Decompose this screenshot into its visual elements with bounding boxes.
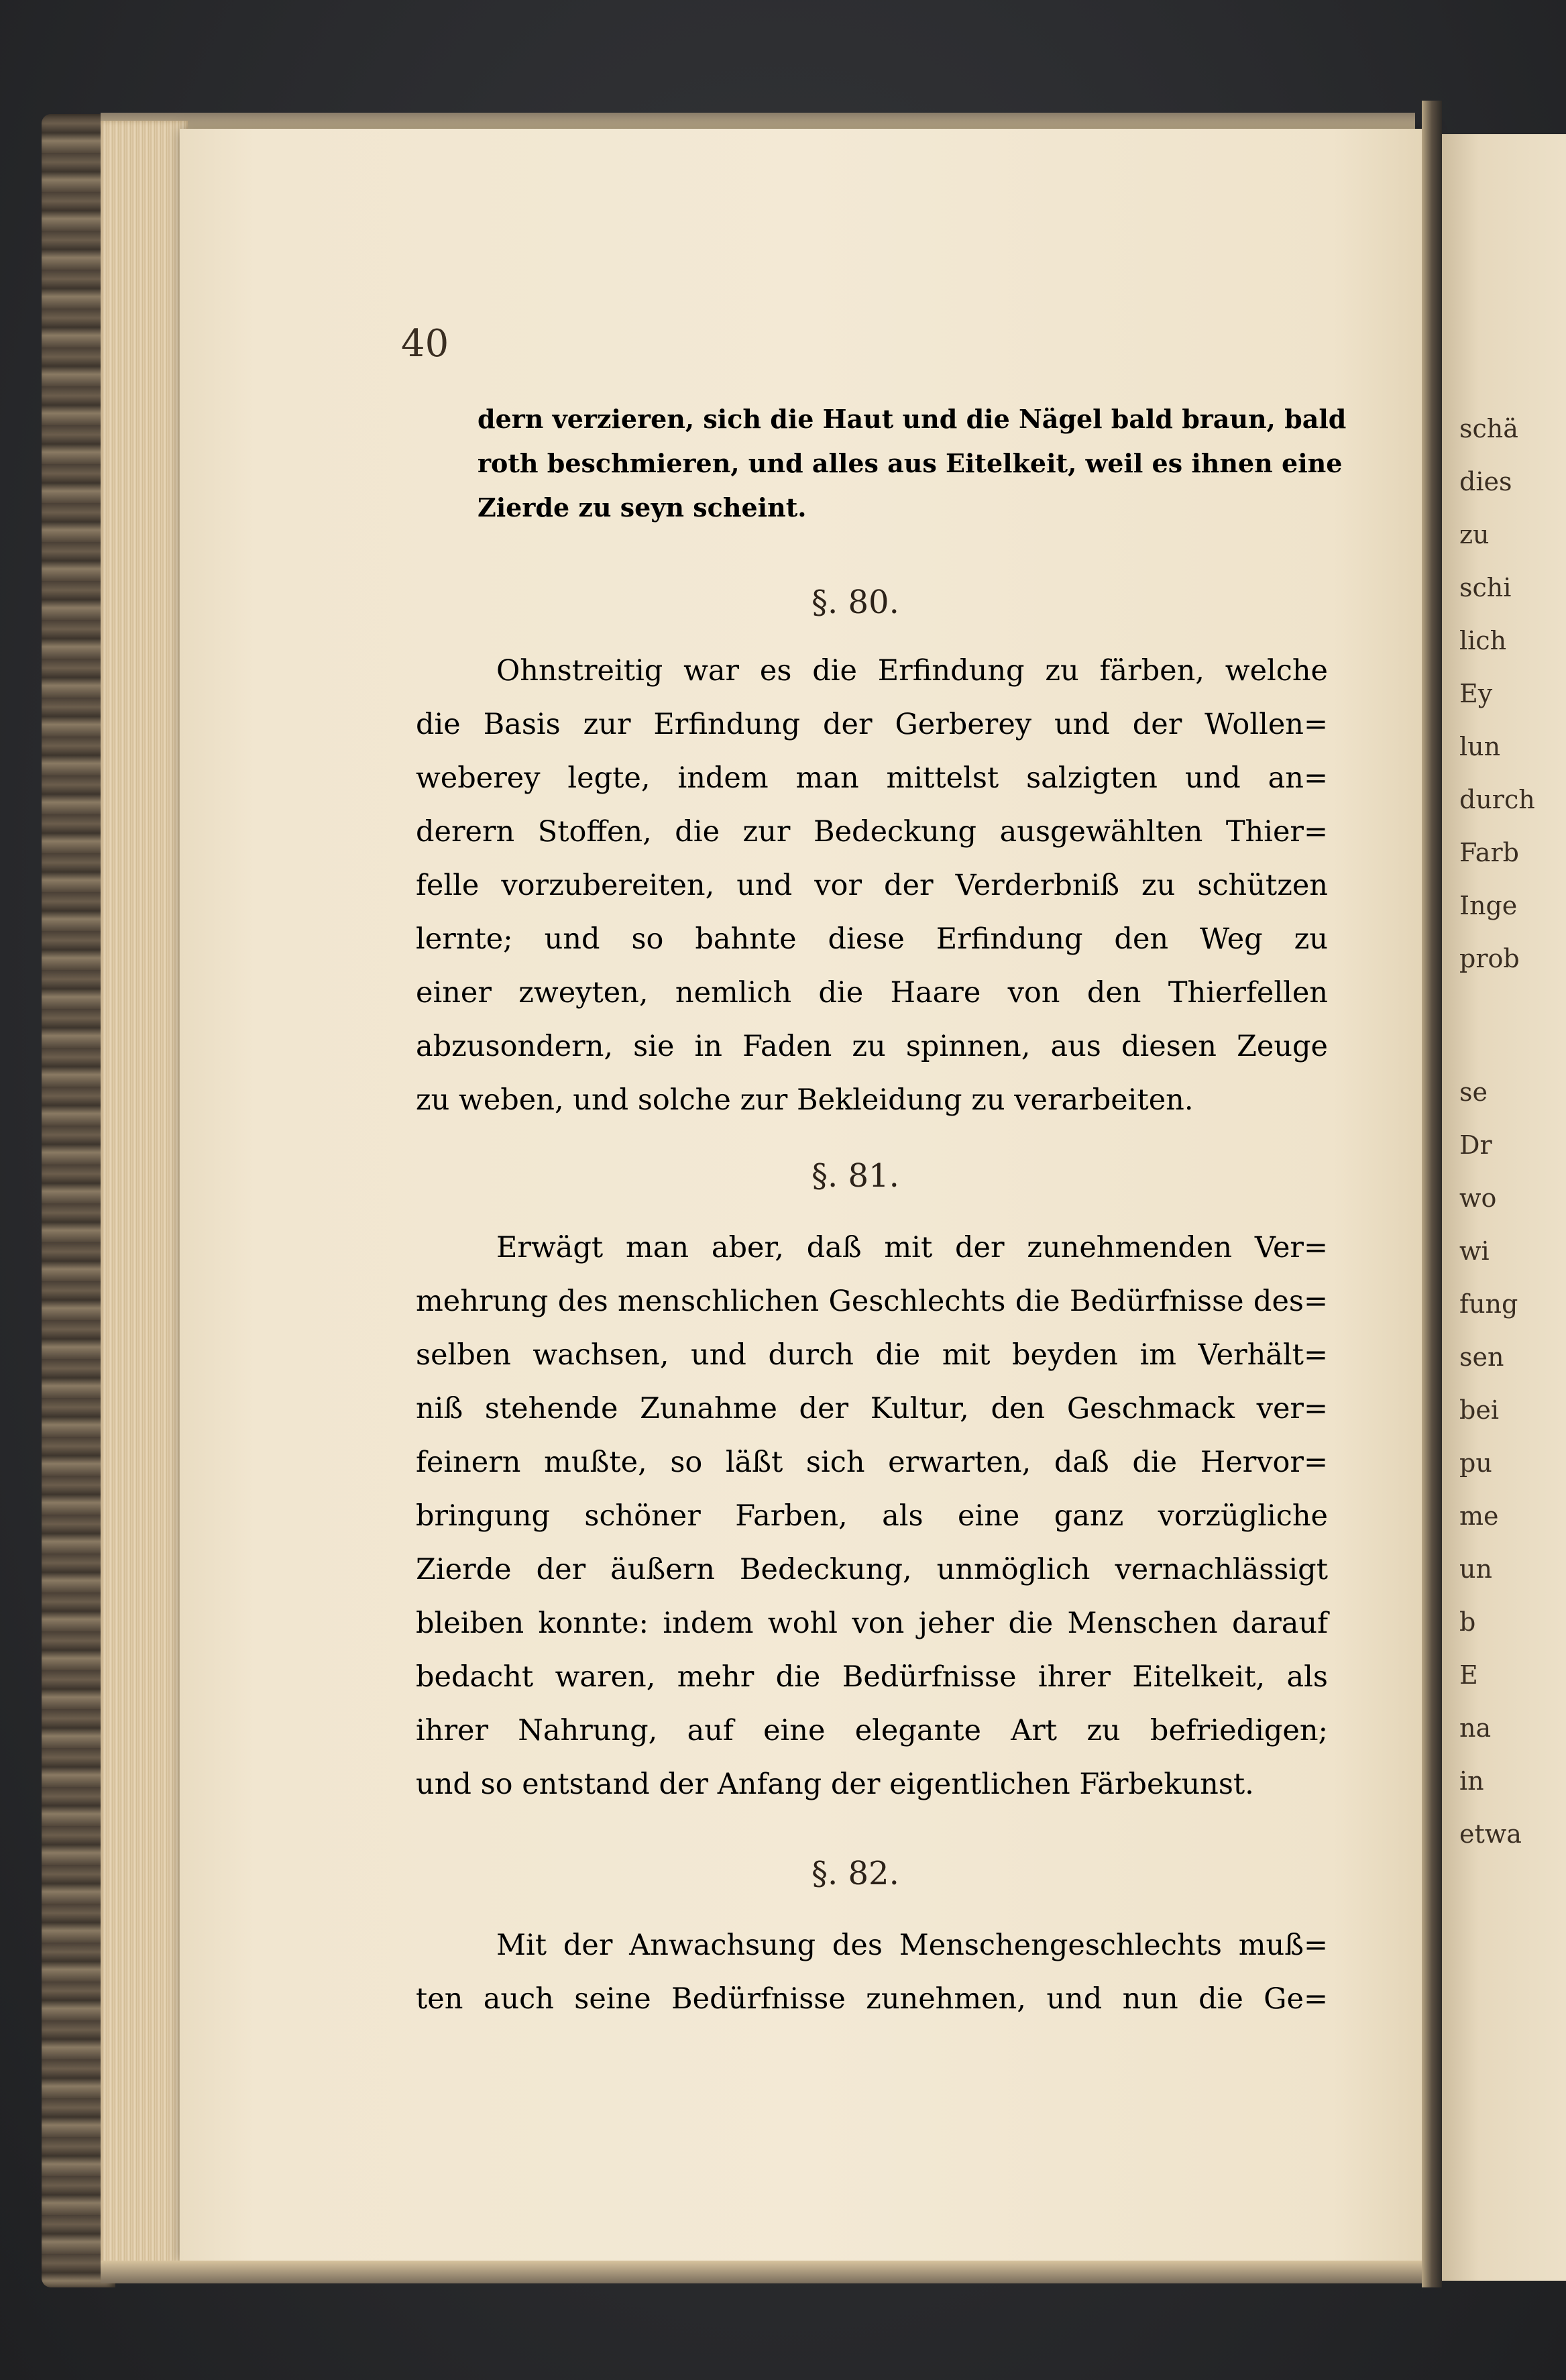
facing-fragment: wi: [1459, 1236, 1490, 1266]
intro-paragraph: [478, 397, 1347, 530]
text-line: Ohnstreitig war es die Erfindung zu färben, welche: [496, 654, 1328, 688]
facing-page: [1442, 134, 1566, 2281]
text-line: bleiben konnte: indem wohl von jeher die Menschen darauf: [416, 1607, 1328, 1640]
text-line: roth beschmieren, und alles aus Eitelkeit, weil es ihnen eine: [478, 448, 1343, 478]
text-line: einer zweyten, nemlich die Haare von den Thierfellen: [416, 976, 1328, 1010]
book-bottom-edge: [101, 2261, 1435, 2283]
facing-fragment: Farb: [1459, 838, 1519, 867]
section-81-paragraph: [416, 1221, 1328, 1811]
text-line: feinern mußte, so läßt sich erwarten, daß die Hervor=: [416, 1446, 1328, 1479]
section-heading: §. 80.: [812, 584, 899, 621]
facing-fragment: E: [1459, 1660, 1478, 1690]
text-line: abzusondern, sie in Faden zu spinnen, aus diesen Zeuge: [416, 1030, 1328, 1063]
text-line: Zierde der äußern Bedeckung, unmöglich vernachlässigt: [416, 1553, 1328, 1586]
facing-fragment: Inge: [1459, 891, 1518, 920]
text-line: selben wachsen, und durch die mit beyden im Verhält=: [416, 1338, 1328, 1372]
facing-fragment: fung: [1459, 1289, 1518, 1319]
facing-fragment: b: [1459, 1607, 1476, 1637]
text-line: mehrung des menschlichen Geschlechts die Bedürfnisse des=: [416, 1285, 1328, 1318]
text-line: die Basis zur Erfindung der Gerberey und der Wollen=: [416, 708, 1328, 741]
facing-fragment: prob: [1459, 944, 1520, 973]
facing-fragment: lun: [1459, 732, 1501, 761]
section-heading: §. 82.: [812, 1855, 899, 1892]
text-line: derern Stoffen, die zur Bedeckung ausgewählten Thier=: [416, 815, 1328, 849]
facing-fragment: wo: [1459, 1183, 1497, 1213]
facing-fragment: me: [1459, 1501, 1499, 1531]
text-line: ten auch seine Bedürfnisse zunehmen, und nun die Ge=: [416, 1982, 1328, 2016]
facing-fragment: etwa: [1459, 1819, 1522, 1849]
text-line: Zierde zu seyn scheint.: [478, 492, 807, 523]
page-edges: [101, 121, 188, 2267]
facing-fragment: pu: [1459, 1448, 1492, 1478]
facing-fragment: zu: [1459, 520, 1490, 549]
text-line: bringung schöner Farben, als eine ganz vorzügliche: [416, 1499, 1328, 1533]
text-line: bedacht waren, mehr die Bedürfnisse ihrer Eitelkeit, als: [416, 1660, 1328, 1694]
facing-fragment: schi: [1459, 573, 1512, 602]
section-82-paragraph: [416, 1918, 1328, 2026]
facing-fragment: in: [1459, 1766, 1484, 1796]
facing-fragment: lich: [1459, 626, 1507, 655]
text-line: Erwägt man aber, daß mit der zunehmenden Ver=: [496, 1231, 1328, 1264]
section-80-paragraph: [416, 644, 1328, 1127]
facing-page-text: [1459, 402, 1566, 1861]
facing-fragment: durch: [1459, 785, 1535, 814]
facing-fragment: na: [1459, 1713, 1492, 1743]
text-line: felle vorzubereiten, und vor der Verderbniß zu schützen: [416, 869, 1328, 902]
text-line: und so entstand der Anfang der eigentlichen Färbekunst.: [416, 1768, 1254, 1801]
text-line: zu weben, und solche zur Bekleidung zu verarbeiten.: [416, 1083, 1194, 1117]
facing-fragment: dies: [1459, 467, 1512, 496]
facing-fragment: un: [1459, 1554, 1492, 1584]
facing-fragment: se: [1459, 1077, 1488, 1107]
text-line: ihrer Nahrung, auf eine elegante Art zu befriedigen;: [416, 1714, 1328, 1747]
text-line: dern verzieren, sich die Haut und die Nägel bald braun, bald: [478, 404, 1347, 434]
section-heading: §. 81.: [812, 1157, 899, 1195]
text-line: Mit der Anwachsung des Menschengeschlechts muß=: [496, 1929, 1328, 1962]
text-line: niß stehende Zunahme der Kultur, den Geschmack ver=: [416, 1392, 1328, 1425]
facing-fragment: Ey: [1459, 679, 1493, 708]
facing-fragment: schä: [1459, 414, 1518, 443]
facing-fragment: sen: [1459, 1342, 1504, 1372]
book-gutter: [1422, 101, 1442, 2287]
book-top-edge: [101, 113, 1415, 130]
page-number: 40: [401, 322, 449, 366]
text-line: weberey legte, indem man mittelst salzigten und an=: [416, 761, 1328, 795]
text-line: lernte; und so bahnte diese Erfindung den Weg zu: [416, 922, 1328, 956]
facing-fragment: bei: [1459, 1395, 1499, 1425]
facing-fragment: Dr: [1459, 1130, 1492, 1160]
